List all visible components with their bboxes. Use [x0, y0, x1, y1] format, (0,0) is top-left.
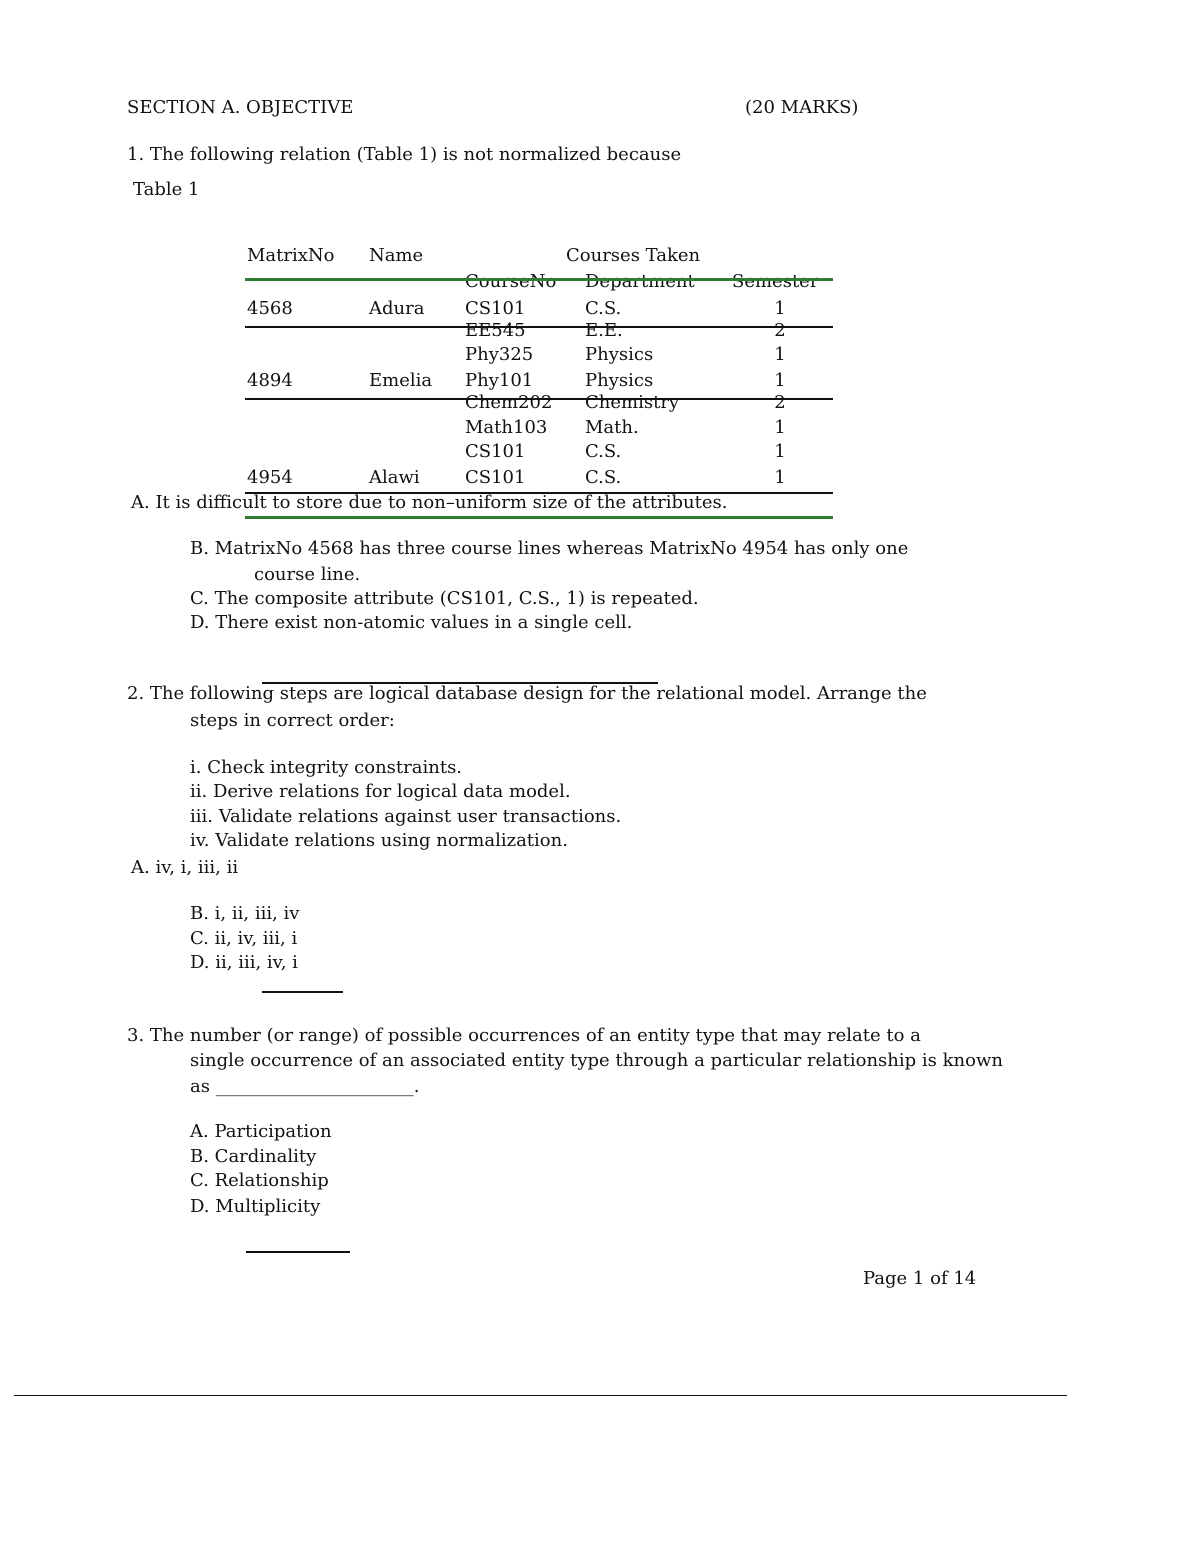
- separator-line: [246, 1251, 350, 1253]
- cell-department: Physics: [585, 344, 654, 365]
- cell-name: Adura: [369, 298, 425, 319]
- cell-matrixno: 4568: [247, 298, 293, 319]
- q1-option-a: A. It is difficult to store due to non–uniform size of the attributes.: [131, 492, 728, 513]
- q2-step: iv. Validate relations using normalization.: [190, 830, 568, 851]
- cell-courseno: Math103: [465, 417, 548, 438]
- cell-department: E.E.: [585, 320, 623, 341]
- cell-semester: 1: [774, 370, 786, 391]
- header-matrixno: MatrixNo: [247, 245, 335, 266]
- table-header-rule: [245, 278, 833, 281]
- section-marks: (20 MARKS): [745, 97, 859, 118]
- cell-department: Chemistry: [585, 392, 680, 413]
- cell-department: C.S.: [585, 467, 622, 488]
- q1-option-b: B. MatrixNo 4568 has three course lines whereas MatrixNo 4954 has only one: [190, 538, 909, 559]
- q2-step: i. Check integrity constraints.: [190, 757, 463, 778]
- q2-option-d: D. ii, iii, iv, i: [190, 952, 298, 973]
- question-3-stem-continued: single occurrence of an associated entity type through a particular relationship is known: [190, 1050, 1003, 1071]
- q1-option-d: D. There exist non-atomic values in a single cell.: [190, 612, 633, 633]
- cell-semester: 2: [774, 320, 786, 341]
- q2-step: iii. Validate relations against user transactions.: [190, 806, 622, 827]
- q1-option-c: C. The composite attribute (CS101, C.S., 1) is repeated.: [190, 588, 699, 609]
- cell-name: Emelia: [369, 370, 433, 391]
- header-courses-taken: Courses Taken: [566, 245, 701, 266]
- q1-option-b-continued: course line.: [254, 564, 361, 585]
- table-row-rule: [245, 398, 833, 400]
- cell-courseno: Phy101: [465, 370, 534, 391]
- page-bottom-rule: [14, 1395, 1067, 1396]
- cell-semester: 2: [774, 392, 786, 413]
- question-3-blank-line: as ______________________.: [190, 1076, 420, 1097]
- cell-name: Alawi: [369, 467, 420, 488]
- cell-department: C.S.: [585, 298, 622, 319]
- header-name: Name: [369, 245, 424, 266]
- header-semester: Semester: [732, 271, 819, 292]
- cell-courseno: CS101: [465, 441, 526, 462]
- cell-courseno: EE545: [465, 320, 526, 341]
- question-3-stem: 3. The number (or range) of possible occurrences of an entity type that may relate to a: [127, 1025, 921, 1046]
- q3-option-d: D. Multiplicity: [190, 1196, 321, 1217]
- cell-courseno: Phy325: [465, 344, 534, 365]
- cell-courseno: Chem202: [465, 392, 553, 413]
- q2-option-c: C. ii, iv, iii, i: [190, 928, 298, 949]
- cell-matrixno: 4894: [247, 370, 293, 391]
- section-title: SECTION A. OBJECTIVE: [127, 97, 354, 118]
- q2-option-b: B. i, ii, iii, iv: [190, 903, 300, 924]
- cell-semester: 1: [774, 298, 786, 319]
- q2-step: ii. Derive relations for logical data model.: [190, 781, 571, 802]
- cell-semester: 1: [774, 417, 786, 438]
- cell-semester: 1: [774, 441, 786, 462]
- page-number: Page 1 of 14: [863, 1268, 977, 1289]
- cell-courseno: CS101: [465, 298, 526, 319]
- q2-option-a: A. iv, i, iii, ii: [131, 857, 239, 878]
- cell-matrixno: 4954: [247, 467, 293, 488]
- table-row-rule: [245, 326, 833, 328]
- cell-department: Physics: [585, 370, 654, 391]
- q3-option-c: C. Relationship: [190, 1170, 329, 1191]
- cell-courseno: CS101: [465, 467, 526, 488]
- question-1-stem: 1. The following relation (Table 1) is not normalized because: [127, 144, 682, 165]
- question-2-stem: 2. The following steps are logical database design for the relational model. Arrange the: [127, 683, 927, 704]
- cell-semester: 1: [774, 344, 786, 365]
- table-bottom-rule: [245, 516, 833, 519]
- cell-department: Math.: [585, 417, 639, 438]
- header-department: Department: [585, 271, 695, 292]
- q3-option-a: A. Participation: [190, 1121, 332, 1142]
- cell-department: C.S.: [585, 441, 622, 462]
- cell-semester: 1: [774, 467, 786, 488]
- separator-line: [262, 991, 343, 993]
- q3-option-b: B. Cardinality: [190, 1146, 317, 1167]
- question-2-stem-continued: steps in correct order:: [190, 710, 395, 731]
- table-caption: Table 1: [133, 179, 200, 200]
- header-courseno: CourseNo: [465, 271, 557, 292]
